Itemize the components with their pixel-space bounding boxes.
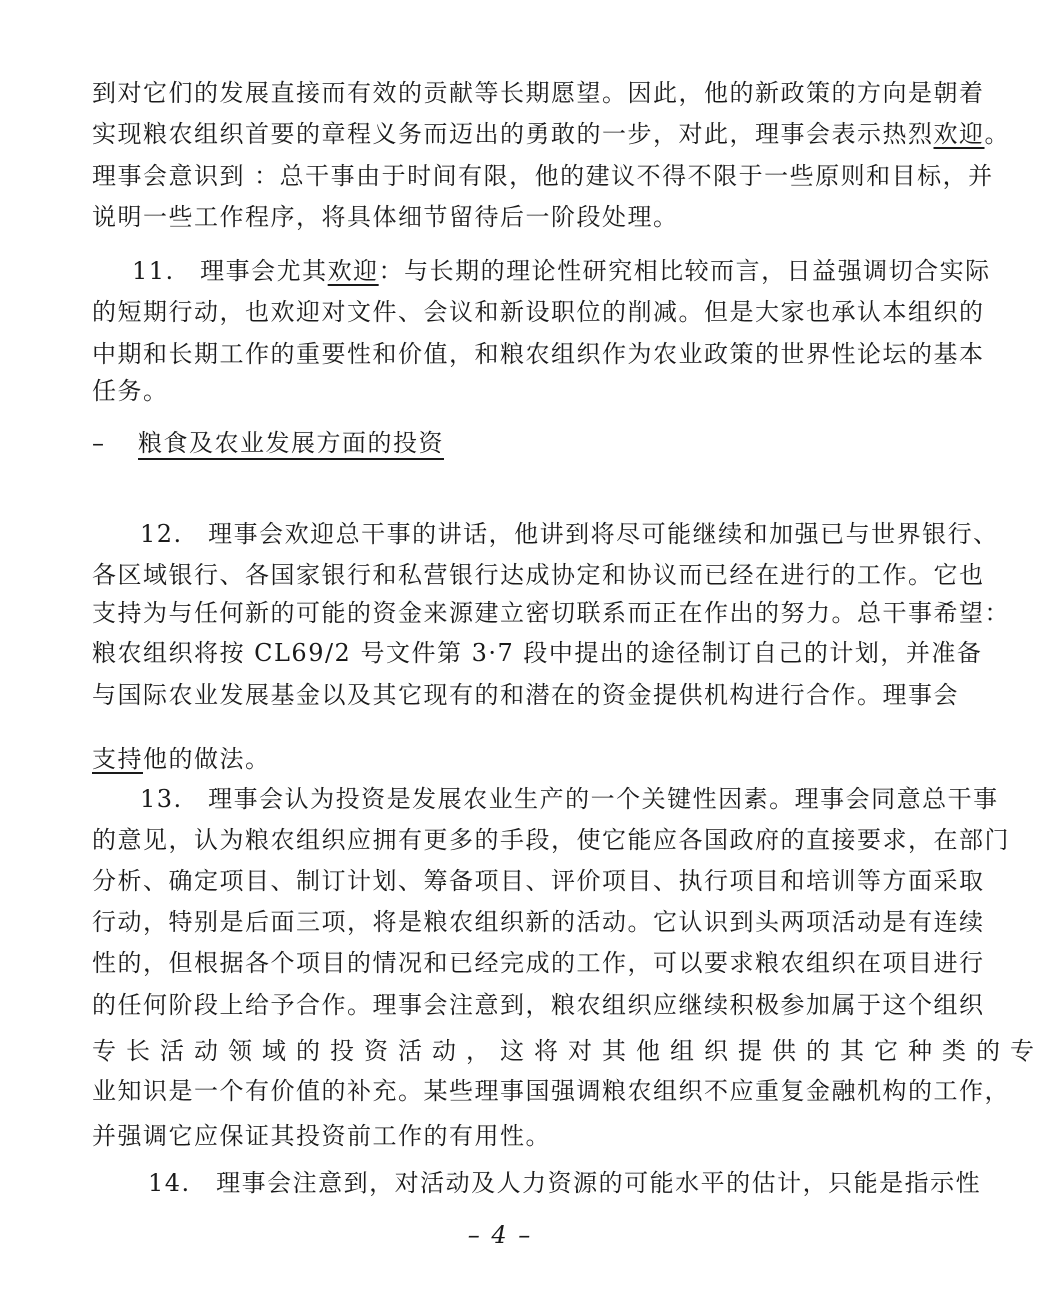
paragraph-13: 13. 理事会认为投资是发展农业生产的一个关键性因素。理事会同意总干事: [140, 785, 999, 813]
text-line: 的意见，认为粮农组织应拥有更多的手段，使它能应各国政府的直接要求，在部门: [92, 826, 1010, 854]
text-line: 行动，特别是后面三项，将是粮农组织新的活动。它认识到头两项活动是有连续: [92, 908, 985, 936]
underlined-text: 欢迎: [327, 257, 379, 285]
text-line: 专长活动领域的投资活动，这将对其他组织提供的其它种类的专: [92, 1037, 1044, 1065]
text-line: 粮农组织将按 CL69/2 号文件第 3·7 段中提出的途径制订自己的计划，并准备: [92, 639, 983, 667]
text-line: 的短期行动，也欢迎对文件、会议和新设职位的削减。但是大家也承认本组织的: [92, 298, 985, 326]
text-line: 到对它们的发展直接而有效的贡献等长期愿望。因此，他的新政策的方向是朝着: [92, 79, 985, 107]
text-line: 性的，但根据各个项目的情况和已经完成的工作，可以要求粮农组织在项目进行: [92, 949, 985, 977]
text-line: 说明一些工作程序，将具体细节留待后一阶段处理。: [92, 203, 679, 231]
paragraph-11: 11. 理事会尤其欢迎：与长期的理论性研究相比较而言，日益强调切合实际: [132, 257, 991, 285]
text-line: 理事会意识到 ：总干事由于时间有限，他的建议不得不限于一些原则和目标，并: [92, 162, 994, 190]
section-heading: [92, 428, 444, 458]
text-line: 的任何阶段上给予合作。理事会注意到，粮农组织应继续积极参加属于这个组织: [92, 991, 985, 1019]
page-number: – 4 –: [467, 1221, 533, 1249]
text-line: 支持为与任何新的可能的资金来源建立密切联系而正在作出的努力。总干事希望：: [92, 599, 1010, 627]
text-line: 并强调它应保证其投资前工作的有用性。: [92, 1122, 551, 1150]
text-line: 与国际农业发展基金以及其它现有的和潜在的资金提供机构进行合作。理事会: [92, 681, 959, 709]
text-line: 支持他的做法。: [92, 745, 271, 773]
text-line: 业知识是一个有价值的补充。某些理事国强调粮农组织不应重复金融机构的工作，: [92, 1077, 1010, 1105]
text-line: 实现粮农组织首要的章程义务而迈出的勇敢的一步，对此，理事会表示热烈欢迎。: [92, 120, 1010, 148]
text-line: 各区域银行、各国家银行和私营银行达成协定和协议而已经在进行的工作。它也: [92, 561, 985, 589]
text-line: 中期和长期工作的重要性和价值，和粮农组织作为农业政策的世界性论坛的基本: [92, 340, 985, 368]
underlined-text: 欢迎: [933, 120, 985, 148]
paragraph-14: 14. 理事会注意到，对活动及人力资源的可能水平的估计，只能是指示性: [148, 1169, 982, 1197]
section-heading-text: 粮食及农业发展方面的投资: [138, 429, 444, 457]
text-line: 任务。: [92, 377, 169, 405]
underlined-text: 支持: [92, 745, 143, 773]
section-dash: –: [92, 429, 106, 457]
paragraph-12: 12. 理事会欢迎总干事的讲话，他讲到将尽可能继续和加强已与世界银行、: [140, 520, 999, 548]
text-line: 分析、确定项目、制订计划、筹备项目、评价项目、执行项目和培训等方面采取: [92, 867, 985, 895]
